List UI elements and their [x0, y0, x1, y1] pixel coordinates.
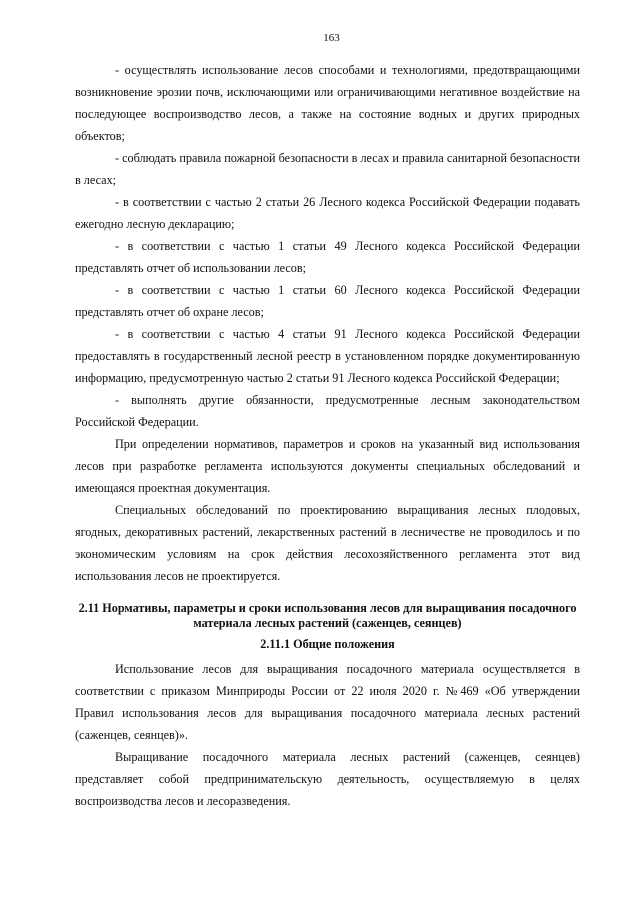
section-heading: 2.11 Нормативы, параметры и сроки использования лесов для выращивания посадочного материала лесных растений (саженцев, сеянцев) [78, 601, 577, 630]
subsection-heading: 2.11.1 Общие положения [260, 637, 395, 651]
paragraph: Выращивание посадочного материала лесных растений (саженцев, сеянцев) представляет собой предпринимательскую деятельность, осуществляемую в целях воспроизводства лесов и лесоразведения. [75, 750, 580, 808]
paragraph: Специальных обследований по проектированию выращивания лесных плодовых, ягодных, декоративных растений, лекарственных растений в лесничестве не проводилось и по экономическим условиям на срок действия лесохозяйственного регламента этот вид использования лесов не проектируется. [75, 503, 580, 583]
list-item: - в соответствии с частью 2 статьи 26 Лесного кодекса Российской Федерации подавать ежегодно лесную декларацию; [75, 195, 580, 231]
list-item: - осуществлять использование лесов способами и технологиями, предотвращающими возникновение эрозии почв, исключающими или ограничивающими негативное воздействие на последующее воспроизводство лесов, а также на состояние водных и других природных объектов; [75, 63, 580, 143]
list-item: - соблюдать правила пожарной безопасности в лесах и правила санитарной безопасности в лесах; [75, 151, 580, 187]
paragraph: При определении нормативов, параметров и сроков на указанный вид использования лесов при разработке регламента используются документы специальных обследований и имеющаяся проектная документация. [75, 437, 580, 495]
list-item: - в соответствии с частью 4 статьи 91 Лесного кодекса Российской Федерации предоставлять в государственный лесной реестр в установленном порядке документированную информацию, предусмотренную частью 2 статьи 91 Лесного кодекса Российской Федерации; [75, 327, 580, 385]
list-item: - выполнять другие обязанности, предусмотренные лесным законодательством Российской Федерации. [75, 393, 580, 429]
list-item: - в соответствии с частью 1 статьи 60 Лесного кодекса Российской Федерации представлять отчет об охране лесов; [75, 283, 580, 319]
page-number: 163 [323, 32, 340, 44]
list-item: - в соответствии с частью 1 статьи 49 Лесного кодекса Российской Федерации представлять отчет об использовании лесов; [75, 239, 580, 275]
document-body [75, 59, 580, 812]
paragraph: Использование лесов для выращивания посадочного материала осуществляется в соответствии с приказом Минприроды России от 22 июля 2020 г. №469 «Об утверждении Правил использования лесов для выращивания посадочного материала лесных растений (саженцев, сеянцев)». [75, 662, 580, 742]
